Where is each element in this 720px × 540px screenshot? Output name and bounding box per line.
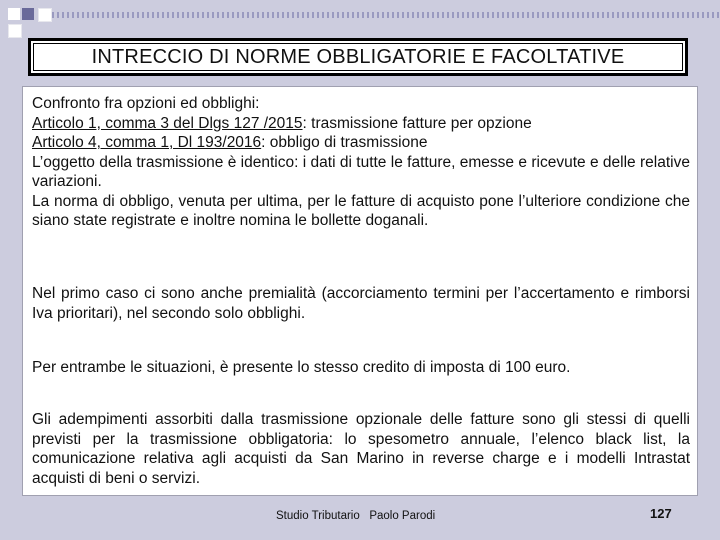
slide-title: INTRECCIO DI NORME OBBLIGATORIE E FACOLTATIVE: [91, 45, 625, 68]
paragraph-comparison: [32, 94, 690, 231]
article-1-text: : trasmissione fatture per opzione: [302, 114, 532, 132]
page-number: 127: [650, 506, 672, 521]
article-1-line: [32, 114, 690, 134]
footer-author: Studio Tributario Paolo Parodi: [276, 510, 436, 522]
paragraph-premiums: Nel primo caso ci sono anche premialità (accorciamento termini per l’accertamento e rimborsi Iva prioritari), nel secondo solo obblighi.: [32, 285, 690, 322]
norm-text: La norma di obbligo, venuta per ultima, per le fatture di acquisto pone l’ulteriore condizione che siano state registrate e inoltre nomina le bollette doganali.: [32, 192, 690, 229]
article-4-link[interactable]: Articolo 4, comma 1, Dl 193/2016: [32, 134, 262, 151]
article-1-link[interactable]: Articolo 1, comma 3 del Dlgs 127 /2015: [32, 114, 303, 132]
decor-square: [38, 8, 52, 22]
object-text: L’oggetto della trasmissione è identico: i dati di tutte le fatture, emesse e ricevute e delle relative variazioni.: [32, 153, 690, 190]
decor-square: [22, 8, 34, 20]
decorative-dotted-bar: [52, 12, 720, 18]
comparison-heading: Confronto fra opzioni ed obblighi:: [32, 95, 260, 112]
title-box: [28, 38, 688, 76]
decor-square: [8, 24, 22, 38]
article-4-text: : obbligo di trasmissione: [261, 134, 428, 151]
paragraph-obligations: Gli adempimenti assorbiti dalla trasmissione opzionale delle fatture sono gli stessi di quelli previsti per la trasmissione obbligatoria: lo spesometro annuale, l’elenco black list, la comunicazione relativa agli acquisti da San Marino in reverse charge e i modelli Intrastat acquisti di beni o servizi.: [32, 411, 690, 487]
content-box: [22, 86, 698, 496]
paragraph-tax-credit: Per entrambe le situazioni, è presente lo stesso credito di imposta di 100 euro.: [32, 359, 571, 376]
decor-square: [8, 8, 20, 20]
article-4-line: [32, 133, 690, 153]
